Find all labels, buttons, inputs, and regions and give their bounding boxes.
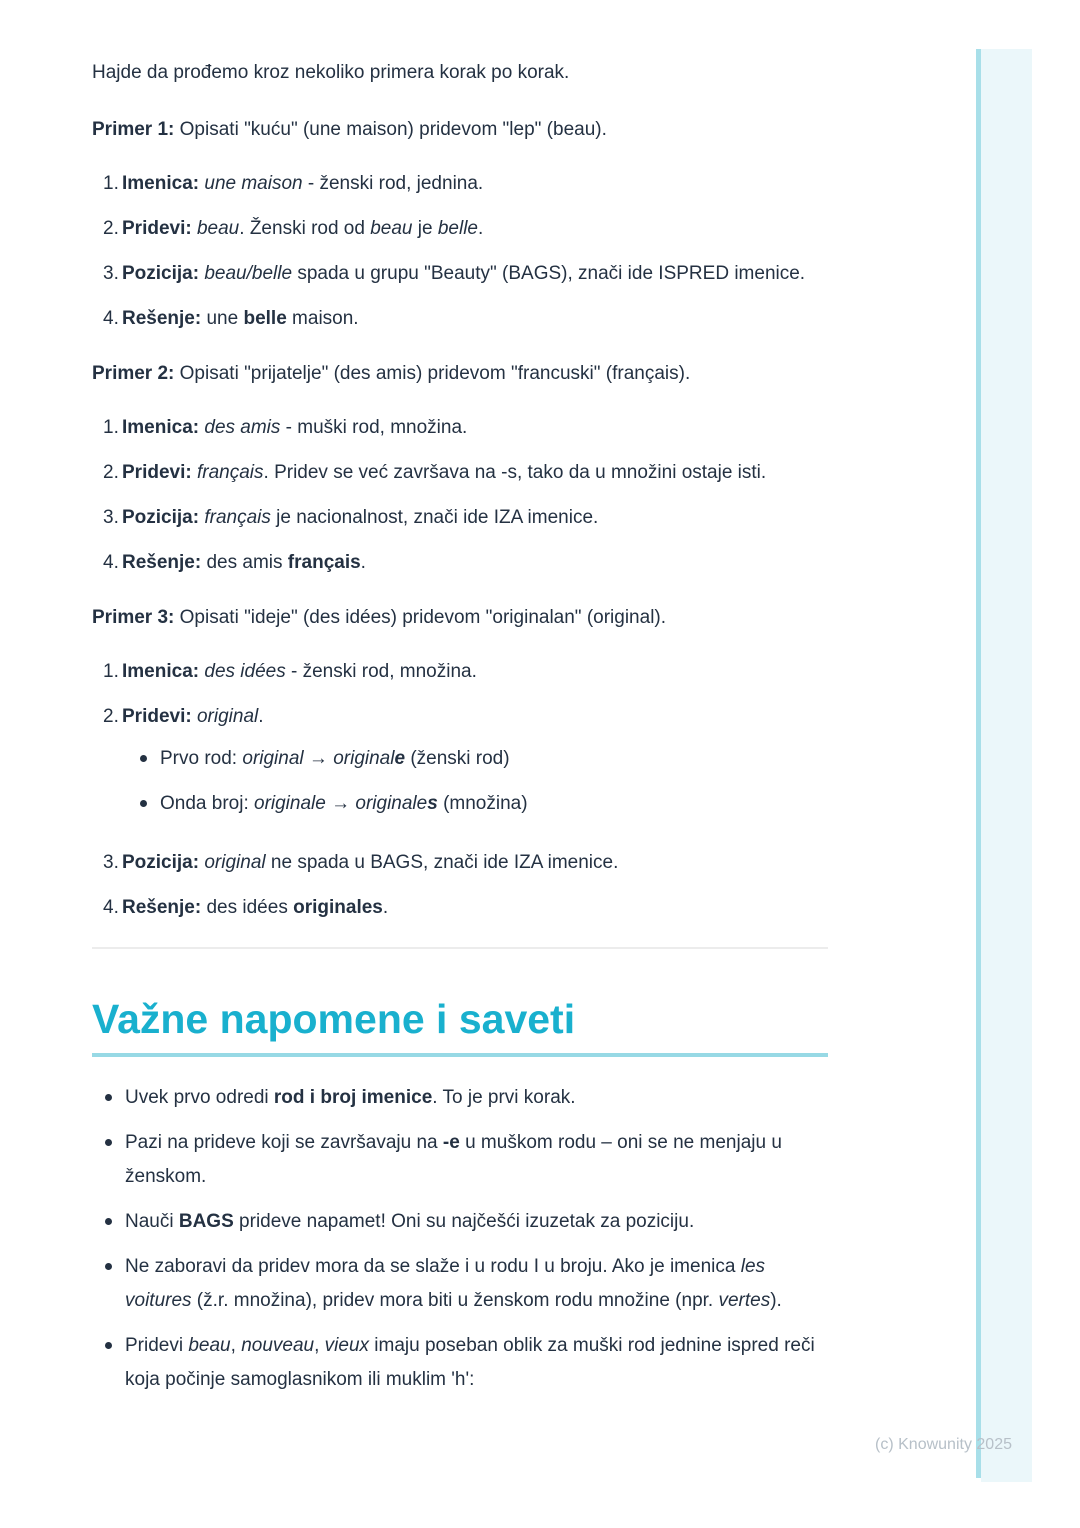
step-number: 4. bbox=[103, 552, 119, 573]
examples-container bbox=[92, 113, 828, 925]
text-segment: belle bbox=[437, 218, 479, 239]
step-text bbox=[122, 700, 828, 835]
text-segment: . bbox=[258, 706, 264, 727]
sub-bullet-list bbox=[122, 742, 828, 821]
text-segment: (ž.r. množina), pridev mora biti u ženskom rodu množine (npr. bbox=[191, 1290, 719, 1311]
step-item bbox=[103, 456, 828, 490]
step-text bbox=[122, 167, 828, 201]
copyright-watermark: (c) Knowunity 2025 bbox=[875, 1436, 1012, 1453]
text-segment: beau bbox=[196, 218, 240, 239]
text-segment: nouveau bbox=[241, 1335, 315, 1356]
text-segment: (množina) bbox=[437, 793, 528, 814]
text-segment: . Pridev se već završava na -s, tako da u množini ostaje isti. bbox=[263, 462, 767, 483]
step-line bbox=[122, 212, 828, 246]
text-segment: Pridevi bbox=[125, 1335, 189, 1356]
step-text bbox=[122, 302, 828, 336]
right-margin-panel bbox=[981, 49, 1032, 1482]
step-line bbox=[122, 167, 828, 201]
notes-list bbox=[92, 1081, 828, 1397]
step-line bbox=[122, 700, 828, 734]
text-segment: vertes bbox=[718, 1290, 771, 1311]
step-text bbox=[122, 411, 828, 445]
step-text bbox=[122, 546, 828, 580]
right-margin-stripe bbox=[976, 49, 981, 1478]
text-segment: une maison bbox=[204, 173, 303, 194]
step-item bbox=[103, 501, 828, 535]
step-item bbox=[103, 167, 828, 201]
note-item bbox=[92, 1205, 828, 1239]
text-segment: Imenica: bbox=[122, 417, 200, 438]
text-segment: Imenica: bbox=[122, 173, 200, 194]
text-segment: → bbox=[303, 748, 334, 769]
step-line bbox=[122, 456, 828, 490]
text-segment: u muškom rodu – oni se ne menjaju u ženskom. bbox=[125, 1132, 782, 1187]
example-title bbox=[92, 113, 828, 147]
text-segment: - muški rod, množina. bbox=[280, 417, 468, 438]
text-segment: maison. bbox=[286, 308, 359, 329]
step-text bbox=[122, 212, 828, 246]
text-segment: original bbox=[196, 706, 259, 727]
text-segment: Pridevi: bbox=[122, 706, 192, 727]
text-segment: . To je prvi korak. bbox=[432, 1087, 576, 1108]
text-segment: Pozicija: bbox=[122, 852, 200, 873]
note-item bbox=[92, 1250, 828, 1318]
text-segment: originale bbox=[254, 793, 326, 814]
text-segment: rod i broj imenice bbox=[273, 1087, 433, 1108]
step-number: 3. bbox=[103, 263, 119, 284]
step-item bbox=[103, 411, 828, 445]
text-segment: imaju poseban oblik za muški rod jednine ispred reči koja počinje samoglasnikom ili muklim 'h': bbox=[125, 1335, 815, 1390]
text-segment: originales bbox=[293, 897, 383, 918]
text-segment: des idées bbox=[204, 661, 286, 682]
step-line bbox=[122, 411, 828, 445]
text-segment: vieux bbox=[324, 1335, 370, 1356]
note-item bbox=[92, 1126, 828, 1194]
text-segment: les voitures bbox=[125, 1256, 766, 1311]
text-segment: original bbox=[333, 748, 395, 769]
step-number: 3. bbox=[103, 507, 119, 528]
text-segment: Primer 1: bbox=[92, 119, 175, 140]
text-segment: . bbox=[382, 897, 389, 918]
section-heading: Važne napomene i saveti bbox=[92, 996, 576, 1042]
example-title bbox=[92, 601, 828, 635]
text-segment: Pridevi: bbox=[122, 462, 192, 483]
step-item bbox=[103, 546, 828, 580]
step-number: 2. bbox=[103, 462, 119, 483]
step-line bbox=[122, 846, 828, 880]
text-segment: original bbox=[204, 852, 266, 873]
text-segment: original bbox=[242, 748, 304, 769]
text-segment: ). bbox=[770, 1290, 782, 1311]
text-segment: français bbox=[287, 552, 361, 573]
text-segment: Opisati "kuću" (une maison) pridevom "lep" (beau). bbox=[174, 119, 607, 140]
note-item bbox=[92, 1329, 828, 1397]
text-segment: Pazi na prideve koji se završavaju na bbox=[125, 1132, 443, 1153]
step-number: 4. bbox=[103, 897, 119, 918]
text-segment: Ne zaboravi da pridev mora da se slaže i u rodu I u broju. Ako je imenica bbox=[125, 1256, 741, 1277]
step-line bbox=[122, 546, 828, 580]
step-number: 3. bbox=[103, 852, 119, 873]
step-number: 2. bbox=[103, 706, 119, 727]
text-segment: prideve napamet! Oni su najčešći izuzetak za poziciju. bbox=[233, 1211, 695, 1232]
text-segment: Onda broj: bbox=[160, 793, 254, 814]
step-number: 4. bbox=[103, 308, 119, 329]
step-item bbox=[103, 655, 828, 689]
text-segment: Rešenje: bbox=[122, 897, 202, 918]
text-segment: Primer 2: bbox=[92, 363, 175, 384]
text-segment: - ženski rod, množina. bbox=[285, 661, 477, 682]
text-segment: - ženski rod, jednina. bbox=[302, 173, 484, 194]
text-segment: BAGS bbox=[178, 1211, 234, 1232]
step-item bbox=[103, 257, 828, 291]
step-line bbox=[122, 655, 828, 689]
text-segment: français bbox=[196, 462, 264, 483]
text-segment: e bbox=[394, 748, 406, 769]
section-divider bbox=[92, 947, 828, 949]
document-content bbox=[92, 56, 828, 1408]
step-line bbox=[122, 501, 828, 535]
text-segment: une bbox=[201, 308, 244, 329]
text-segment: je nacionalnost, znači ide IZA imenice. bbox=[270, 507, 599, 528]
step-item bbox=[103, 891, 828, 925]
step-text bbox=[122, 891, 828, 925]
text-segment: Rešenje: bbox=[122, 308, 202, 329]
step-text bbox=[122, 655, 828, 689]
text-segment: s bbox=[427, 793, 438, 814]
step-item bbox=[103, 846, 828, 880]
text-segment: Opisati "prijatelje" (des amis) pridevom "francuski" (français). bbox=[174, 363, 691, 384]
example-steps bbox=[92, 655, 828, 925]
step-text bbox=[122, 257, 828, 291]
text-segment: Imenica: bbox=[122, 661, 200, 682]
text-segment: (ženski rod) bbox=[405, 748, 510, 769]
text-segment: Opisati "ideje" (des idées) pridevom "originalan" (original). bbox=[174, 607, 667, 628]
step-number: 2. bbox=[103, 218, 119, 239]
text-segment: français bbox=[204, 507, 271, 528]
text-segment: Pozicija: bbox=[122, 507, 200, 528]
text-segment: , bbox=[230, 1335, 242, 1356]
text-segment: Nauči bbox=[125, 1211, 179, 1232]
step-item bbox=[103, 212, 828, 246]
step-text bbox=[122, 501, 828, 535]
text-segment: beau bbox=[370, 218, 413, 239]
text-segment: des amis bbox=[201, 552, 288, 573]
text-segment: Rešenje: bbox=[122, 552, 202, 573]
text-segment: Hajde da prođemo kroz nekoliko primera korak po korak. bbox=[92, 62, 570, 83]
intro-paragraph bbox=[92, 56, 828, 90]
example-steps bbox=[92, 411, 828, 580]
text-segment: . bbox=[478, 218, 484, 239]
text-segment: originale bbox=[355, 793, 428, 814]
step-number: 1. bbox=[103, 417, 119, 438]
text-segment: beau/belle bbox=[204, 263, 293, 284]
text-segment: des amis bbox=[204, 417, 281, 438]
step-text bbox=[122, 846, 828, 880]
step-item bbox=[103, 700, 828, 835]
example-steps bbox=[92, 167, 828, 336]
heading-underline bbox=[92, 1053, 828, 1057]
step-item bbox=[103, 302, 828, 336]
text-segment: Pozicija: bbox=[122, 263, 200, 284]
text-segment: . bbox=[360, 552, 366, 573]
text-segment: belle bbox=[243, 308, 287, 329]
text-segment: je bbox=[412, 218, 438, 239]
text-segment: → bbox=[325, 793, 356, 814]
text-segment: Prvo rod: bbox=[160, 748, 243, 769]
example-title bbox=[92, 357, 828, 391]
note-item bbox=[92, 1081, 828, 1115]
sub-bullet-item bbox=[122, 742, 828, 776]
text-segment: . Ženski rod od bbox=[239, 218, 371, 239]
text-segment: beau bbox=[188, 1335, 231, 1356]
step-number: 1. bbox=[103, 661, 119, 682]
text-segment: Primer 3: bbox=[92, 607, 175, 628]
text-segment: ne spada u BAGS, znači ide IZA imenice. bbox=[265, 852, 619, 873]
text-segment: spada u grupu "Beauty" (BAGS), znači ide ISPRED imenice. bbox=[292, 263, 806, 284]
sub-bullet-item bbox=[122, 787, 828, 821]
text-segment: , bbox=[314, 1335, 325, 1356]
text-segment: -e bbox=[442, 1132, 460, 1153]
step-line bbox=[122, 302, 828, 336]
text-segment: des idées bbox=[201, 897, 294, 918]
step-line bbox=[122, 891, 828, 925]
step-text bbox=[122, 456, 828, 490]
text-segment: Pridevi: bbox=[122, 218, 192, 239]
step-number: 1. bbox=[103, 173, 119, 194]
step-line bbox=[122, 257, 828, 291]
text-segment: Uvek prvo odredi bbox=[125, 1087, 274, 1108]
